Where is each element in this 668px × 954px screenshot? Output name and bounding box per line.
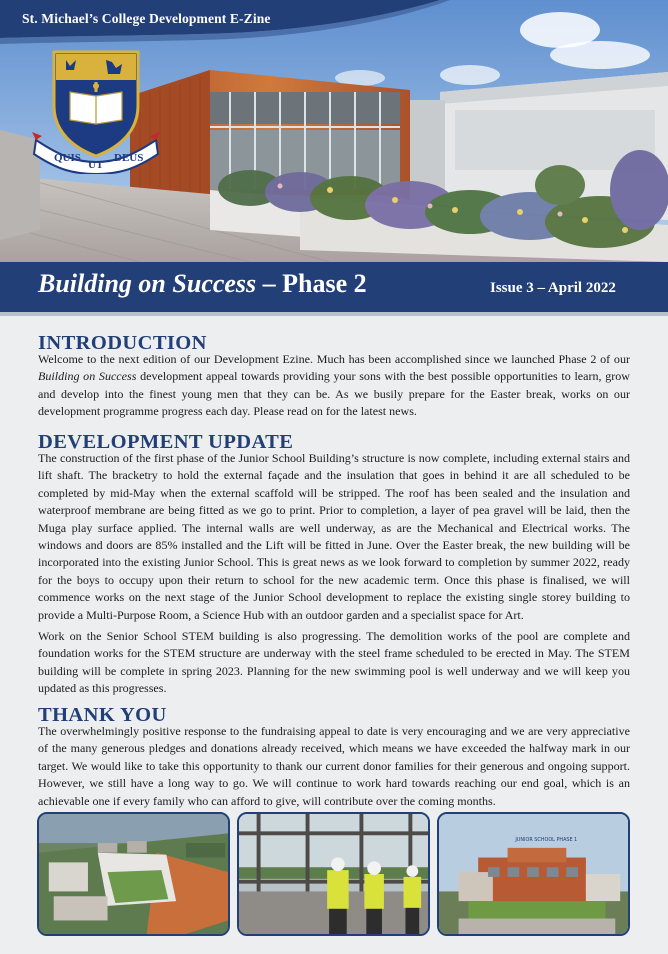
crest-motto-2: UT bbox=[88, 159, 104, 171]
construction-site-visit-photo bbox=[237, 812, 430, 936]
intro-text-italic: Building on Success bbox=[38, 369, 137, 384]
issue-label: Issue 3 – April 2022 bbox=[490, 280, 616, 296]
development-update-heading: DEVELOPMENT UPDATE bbox=[38, 431, 294, 453]
intro-paragraph bbox=[38, 351, 630, 421]
render-sign-text: JUNIOR SCHOOL PHASE 1 bbox=[515, 837, 578, 844]
aerial-rendering-photo bbox=[37, 812, 230, 936]
intro-text-a: Welcome to the next edition of our Development Ezine. Much has been accomplished since we launched Phase 2 of our bbox=[38, 352, 630, 366]
thank-you-heading: THANK YOU bbox=[38, 704, 167, 726]
hero-banner bbox=[0, 0, 668, 262]
development-update-paragraph-2: Work on the Senior School STEM building is also progressing. The demolition works of the pool are complete and foundation works for the STEM structure are underway with the steel frame scheduled to be erected in May. The STEM building will be complete in spring 2023. Planning for the new swimming pool is well underway and we will keep you updated as this progresses. bbox=[38, 629, 630, 696]
intro-text-b: development appeal towards providing your sons with the best possible opportunities to learn, grow and develop into the finest young men that they can be. As we busily prepare for the Easter break, works on our development programme progress each day. Please read on for the latest news. bbox=[38, 369, 630, 419]
junior-school-rendering-photo bbox=[437, 812, 630, 936]
photo-strip bbox=[0, 812, 668, 954]
title-bar bbox=[0, 262, 668, 312]
title-phase-part: – Phase 2 bbox=[256, 269, 367, 298]
title-italic-part: Building on Success bbox=[38, 269, 257, 298]
crest-motto-1: QUIS bbox=[54, 152, 81, 164]
college-crest-logo bbox=[30, 44, 162, 174]
crest-motto-3: DEUS bbox=[114, 152, 144, 164]
development-update-paragraph-1: The construction of the first phase of the Junior School Building’s structure is now complete, including external stairs and lift shaft. The bracketry to hold the external façade and the insulation that goes in behind it are all scheduled to be completed by mid-May when the external scaffold will be stripped. The roof has been sealed and the insulation and waterproof membrane are being fitted as we go to print. Prior to completion, a layer of pea gravel will be laid, then the Muga play surface applied. The internal walls are well underway, as are the Mechanical and Electrical works. The windows and doors are 85% installed and the Lift will be fitted in June. Over the Easter break, the new building will be incorporated into the existing Junior School. This is great news as we look forward to completion by summer 2022, ready for the boys to occupy upon their return to school for the new academic term. Once this phase is finalised, we will commence works on the next stage of the Junior School development to replace the existing single storey building to provide a Multi-Purpose Room, a Science Hub with an outdoor garden and a specialist space for Art. bbox=[38, 451, 630, 622]
newsletter-title bbox=[38, 269, 367, 299]
thank-you-paragraph: The overwhelmingly positive response to the fundraising appeal to date is very encouraging and we are very appreciative of the many generous pledges and donations already received, which means we have exceeded the halfway mark in our target. We would like to take this opportunity to thank our current donor families for their generous and ongoing support. However, we still have a long way to go. We will continue to work hard towards reaching our end goal, which is an achievable one if every family who can afford to give, will contribute over the coming months. bbox=[38, 724, 630, 808]
ezine-title: St. Michael’s College Development E-Zine bbox=[22, 11, 271, 26]
intro-heading: INTRODUCTION bbox=[38, 332, 207, 354]
